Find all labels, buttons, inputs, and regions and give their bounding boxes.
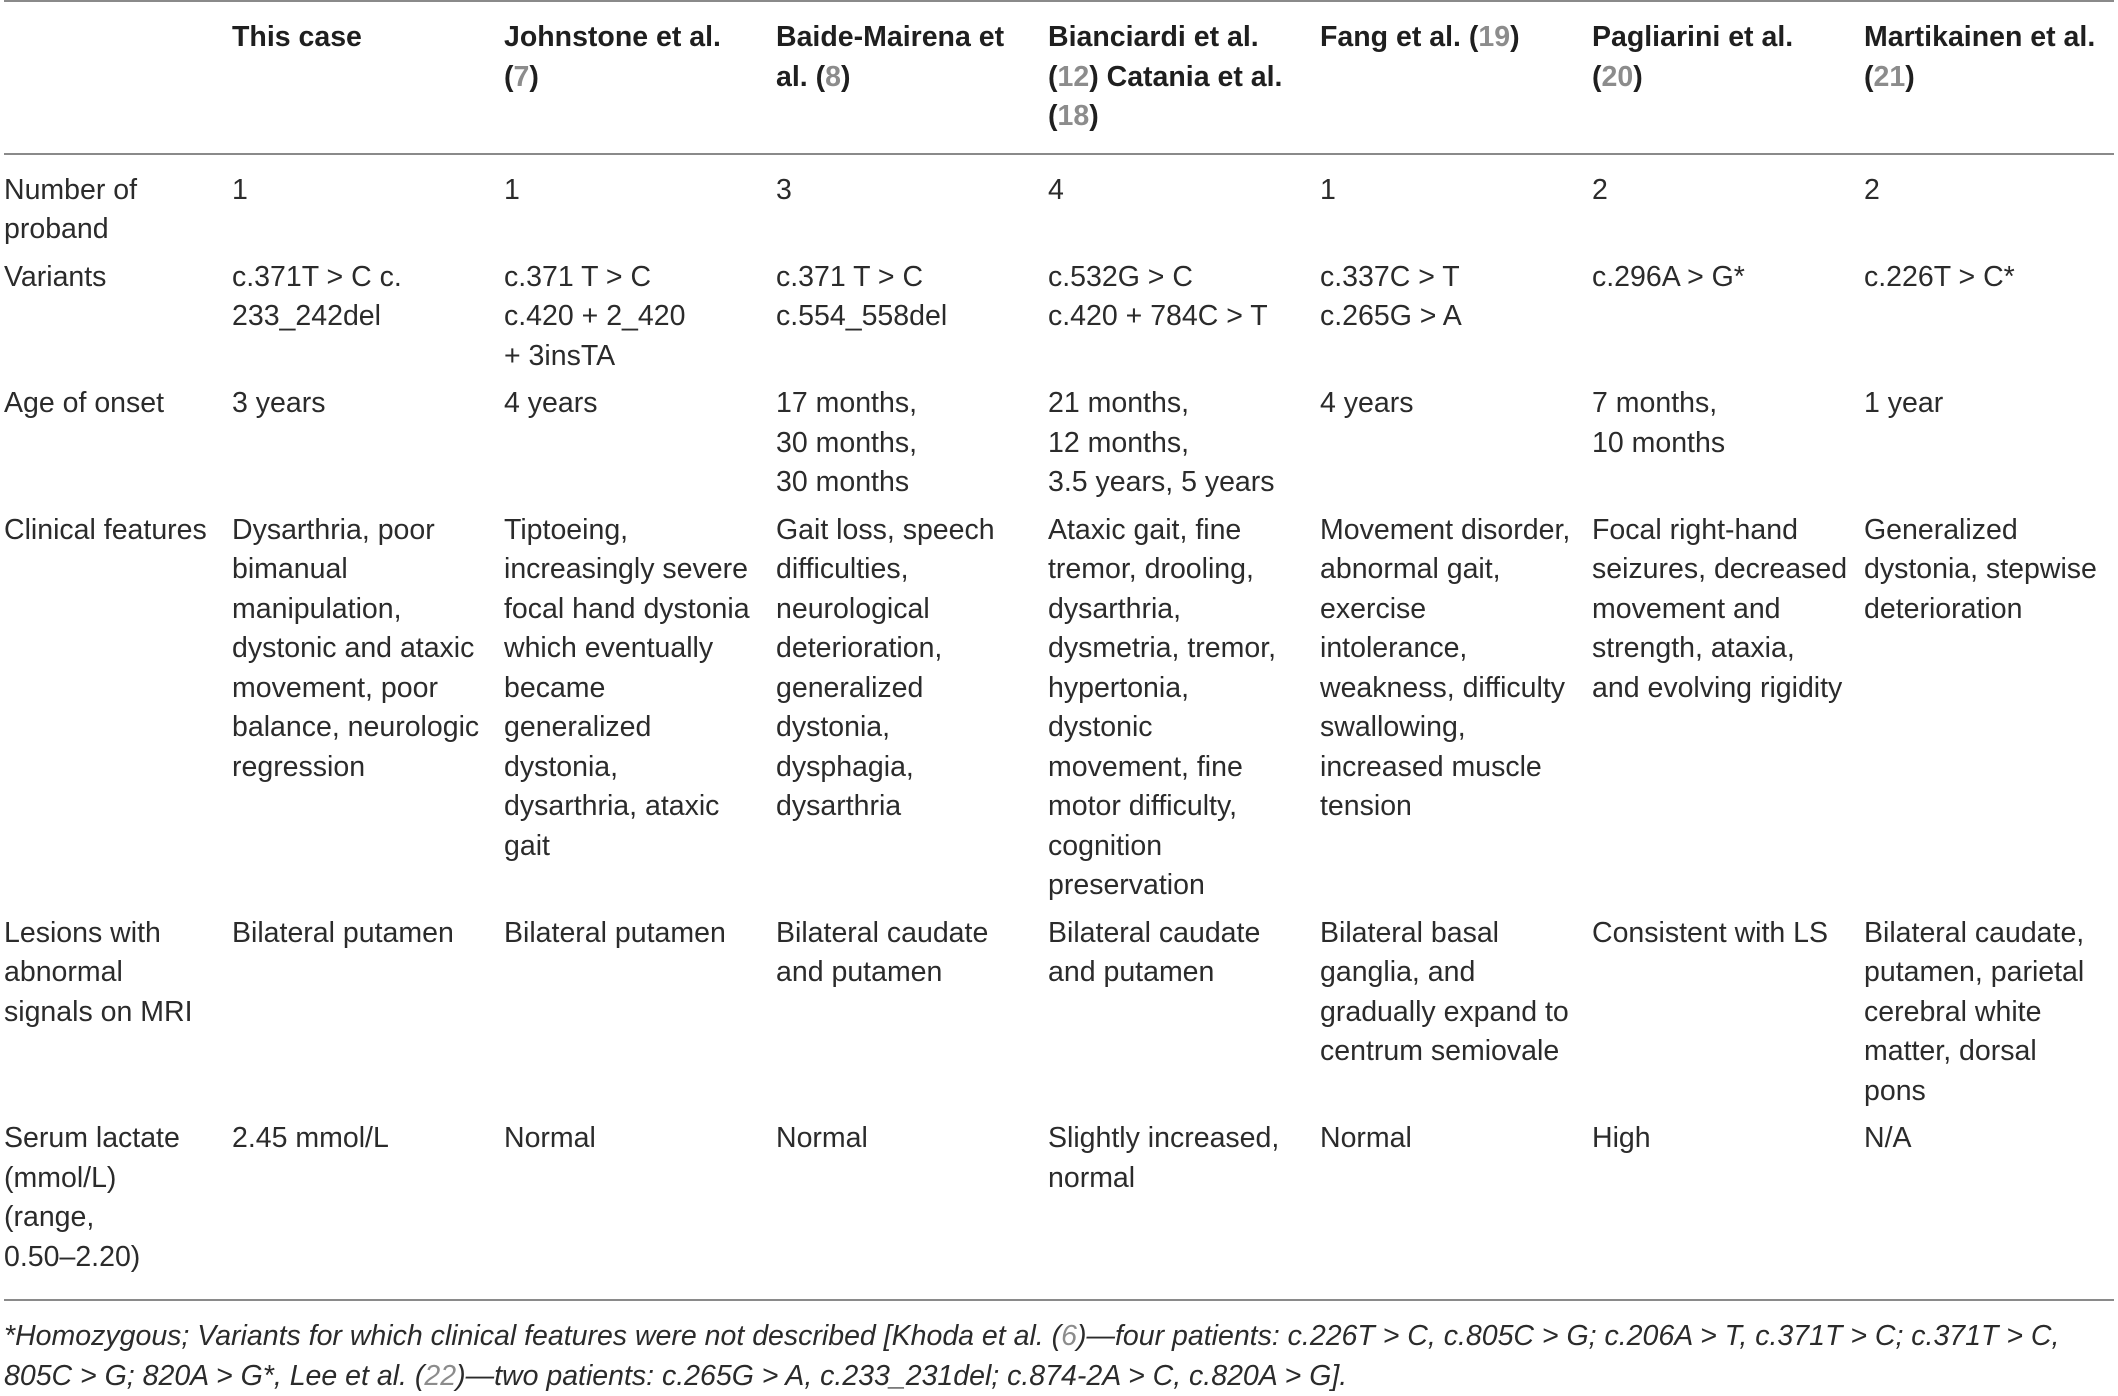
table-cell: 1 — [504, 173, 520, 206]
table-cell: Generalized dystonia, stepwise deterioration — [1864, 513, 2097, 625]
table-cell: Normal — [504, 1122, 596, 1154]
table-cell: 7 months, 10 months — [1592, 387, 1726, 459]
table-cell: c.226T > C* — [1864, 260, 2015, 293]
reference-link-12[interactable]: 12 — [1057, 60, 1090, 93]
reference-link-20[interactable]: 20 — [1601, 60, 1634, 93]
table-row-clinical-features — [4, 511, 2114, 914]
table-cell: c.371 T > C c.420 + 2_420 + 3insTA — [504, 260, 686, 372]
row-label: Lesions with abnormal signals on MRI — [4, 916, 193, 1028]
header-catania-name: Catania et al. — [1106, 60, 1283, 93]
table-cell: Dysarthria, poor bimanual manipulation, dystonic and ataxic movement, poor balance, neurologic regression — [232, 513, 480, 783]
reference-link-7[interactable]: 7 — [513, 60, 530, 93]
table-cell: 3 years — [232, 387, 326, 419]
table-row-age-of-onset — [4, 384, 2114, 511]
row-label: Number of proband — [4, 173, 138, 245]
table-cell: Focal right-hand seizures, decreased movement and strength, ataxia, and evolving rigidity — [1592, 513, 1848, 704]
row-label: Serum lactate (mmol/L) (range, 0.50–2.20) — [4, 1122, 180, 1273]
header-martikainen: Martikainen et al. (21) — [1864, 21, 2096, 93]
row-label: Variants — [4, 260, 107, 293]
footnote-text-2: )—four patients: c.226T > C, c.805C > G; c.206A > T, c.371T > C; c.371T > C, 805C > G; 820A > G*, Lee et al. ( — [4, 1320, 2060, 1392]
table-row-number-of-proband — [4, 154, 2114, 258]
reference-link-21[interactable]: 21 — [1873, 60, 1906, 93]
table-cell: Gait loss, speech difficulties, neurological deterioration, generalized dystonia, dysphagia, dysarthria — [776, 513, 995, 822]
reference-link-18[interactable]: 18 — [1057, 100, 1090, 132]
header-row — [4, 1, 2114, 154]
table-cell: 2.45 mmol/L — [232, 1122, 389, 1154]
table-cell: 2 — [1592, 173, 1608, 206]
header-this-case-label: This case — [232, 21, 362, 53]
table-cell: 17 months, 30 months, 30 months — [776, 387, 917, 498]
table-cell: Bilateral putamen — [504, 916, 726, 949]
table-cell: Bilateral caudate, putamen, parietal cerebral white matter, dorsal pons — [1864, 916, 2085, 1107]
table-cell: Bilateral putamen — [232, 916, 454, 949]
header-johnstone: Johnstone et al. (7) — [504, 21, 721, 93]
table-cell: 1 year — [1864, 387, 1944, 419]
table-row-lesions-mri — [4, 914, 2114, 1120]
table-cell: Ataxic gait, fine tremor, drooling, dysarthria, dysmetria, tremor, hypertonia, dystonic movement, fine motor difficulty, cognition preservation — [1048, 513, 1277, 901]
header-pagliarini: Pagliarini et al. (20) — [1592, 21, 1794, 93]
header-baide-mairena: Baide-Mairena et al. (8) — [776, 21, 1005, 93]
table-cell: 4 — [1048, 173, 1064, 206]
table-cell: Bilateral caudate and putamen — [776, 916, 989, 988]
table-cell: c.532G > C c.420 + 784C > T — [1048, 260, 1268, 332]
table-cell: High — [1592, 1122, 1651, 1154]
table-cell: Normal — [1320, 1122, 1412, 1154]
table-cell: 21 months, 12 months, 3.5 years, 5 years — [1048, 387, 1275, 498]
reference-link-8[interactable]: 8 — [825, 60, 841, 93]
table-cell: 2 — [1864, 173, 1880, 206]
table-cell: Tiptoeing, increasingly severe focal hand dystonia which eventually became generalized dystonia, dysarthria, ataxic gait — [504, 513, 750, 862]
row-label: Age of onset — [4, 387, 165, 419]
table-cell: c.296A > G* — [1592, 260, 1745, 293]
reference-link-19[interactable]: 19 — [1478, 21, 1511, 53]
header-johnstone-name: Johnstone et al. — [504, 21, 721, 53]
table-cell: N/A — [1864, 1122, 1912, 1154]
table-row-variants — [4, 258, 2114, 385]
table-cell: Consistent with LS — [1592, 916, 1829, 949]
table-cell: c.337C > T c.265G > A — [1320, 260, 1462, 332]
header-this-case — [228, 1, 500, 154]
reference-link-6[interactable]: 6 — [1061, 1320, 1077, 1352]
table-cell: c.371T > C c. 233_242del — [232, 260, 402, 332]
table-cell: 1 — [1320, 173, 1336, 206]
table-cell: Movement disorder, abnormal gait, exercise intolerance, weakness, difficulty swallowing, increased muscle tension — [1320, 513, 1571, 822]
table-cell: c.371 T > C c.554_558del — [776, 260, 948, 332]
comparison-table — [4, 0, 2114, 1301]
row-label: Clinical features — [4, 513, 207, 546]
header-empty-cell — [4, 1, 228, 154]
header-bianciardi-name: Bianciardi et al. — [1048, 21, 1259, 53]
footnote-text-1: *Homozygous; Variants for which clinical features were not described [Khoda et al. ( — [4, 1320, 1062, 1352]
table-cell: 4 years — [504, 387, 598, 419]
table-footnote — [4, 1301, 2114, 1396]
header-martikainen-name: Martikainen et al. — [1864, 21, 2096, 53]
table-cell: Normal — [776, 1122, 868, 1154]
table-cell: Slightly increased, normal — [1048, 1122, 1280, 1194]
table-row-serum-lactate — [4, 1119, 2114, 1300]
reference-link-22[interactable]: 22 — [424, 1359, 457, 1392]
table-cell: 1 — [232, 173, 248, 206]
table-cell: 3 — [776, 173, 792, 206]
table-cell: 4 years — [1320, 387, 1414, 419]
header-pagliarini-name: Pagliarini et al. — [1592, 21, 1794, 53]
table-body — [4, 154, 2114, 1301]
table-cell: Bilateral basal ganglia, and gradually expand to centrum semiovale — [1320, 916, 1569, 1067]
table-header — [4, 1, 2114, 154]
header-fang: Fang et al. (19) — [1320, 21, 1520, 53]
table-cell: Bilateral caudate and putamen — [1048, 916, 1261, 988]
footnote-text-3: )—two patients: c.265G > A, c.233_231del; c.874-2A > C, c.820A > G]. — [456, 1359, 1348, 1392]
header-bianciardi-catania: Bianciardi et al. (12) Catania et al. (18) — [1048, 21, 1283, 132]
header-baide-name: Baide-Mairena et al. — [776, 21, 1005, 93]
header-fang-name: Fang et al. — [1320, 21, 1461, 53]
